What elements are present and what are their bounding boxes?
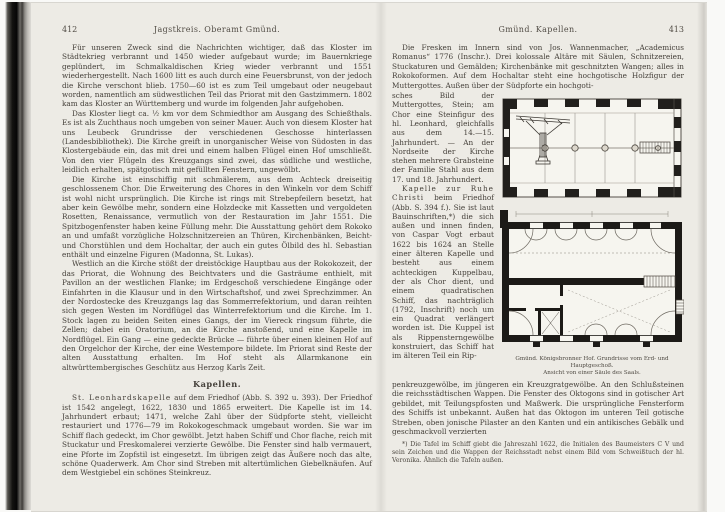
paragraph-ruhe-christi xyxy=(392,184,494,361)
leonhardskapelle-lead: St. Leonhardskapelle xyxy=(72,393,172,403)
figure-caption xyxy=(500,356,684,377)
right-wall-piers xyxy=(674,117,681,176)
fore-edge-shadow xyxy=(697,3,707,511)
paragraph-kloster-lage: Das Kloster liegt ca. ½ km vor dem Schmiedthor am Ausgang des Schießthals. Es ist als Zuchthaus noch umgeben von seiner Mauer. Auch von diesem Kloster hat uns Leubeck Grundrisse der verschiedenen Geschosse hinterlassen (Landesbibliothek). Die Kirche greift in unorganischer Weise von Südosten in das Klostergebäude ein, das mit drei und einem halben Flügel einen Hof umschließt. Von den vier Flügeln des Kreuzgangs sind zwei, das südliche und westliche, leidlich erhalten, spätgotisch mit gefüllten Fenstern, ungewölbt. xyxy=(62,108,372,175)
entrance-steps xyxy=(676,300,684,314)
left-wall xyxy=(503,99,510,197)
page-gutter-shadow xyxy=(375,3,387,511)
floor-plan-lower-figure xyxy=(500,208,684,354)
page-number-left: 412 xyxy=(62,25,78,34)
book-spine-edge xyxy=(5,2,31,510)
paragraph-hauptbau: Westlich an die Kirche stößt der dreistöckige Hauptbau aus der Rokokozeit, der das Priorat, die Wohnung des Beichtvaters und die Gasträume enthielt, mit Pavillon an der westlichen Flanke; im Erdgeschoß verschiedene Eingänge oder Einfahrten in die Klausur und in den Wirtschaftshof, und zwei Sprechzimmer. An der Nordostecke des Kreuzgangs lag das Sommerrefektorium, und daran reihten sich gegen Westen im Nordflügel das Winterrefektorium und die Kirche. Im 1. Stock lagen zu beiden Seiten eines Gangs, der im Viereck ringsum führte, die Zellen; dabei ein Oratorium, an die Kirche anstoßend, und eine Kapelle im Nordflügel. Ein Gang — eine gedeckte Brücke — führte über einen kleinen Hof auf den Orgelchor der Kirche, der eine Westempore bildete. Im Priorat sind Reste der alten Ausstattung erhalten. Im Hof steht als Allarmkanone ein altwürttembergisches Geschütz aus Herzog Karls Zeit. xyxy=(62,259,372,372)
paragraph-fresken: Die Fresken im Innern sind von Jos. Wannenmacher, „Academicus Romanus“ 1776 (Inschr.). Drei kolossale Altäre mit Säulen, Schnitzereien, Stuckaturen und Gemälden; Kirchenbänke mit geschnitzten Wangen; alles in Rokokoformen. Auf dem Hochaltar steht eine hochgotische Holzfigur der Muttergottes. Außen über der Südpforte ein hochgoti- xyxy=(392,43,684,90)
figure-column xyxy=(500,91,684,377)
paragraph-leonhardskapelle xyxy=(62,393,372,478)
floor-plan-upper-figure xyxy=(500,91,684,205)
running-title-right: Gmünd. Kapellen. xyxy=(498,25,578,34)
right-page xyxy=(392,25,684,471)
ruhe-christi-lead: Kapelle zur Ruhe Christi xyxy=(392,184,494,203)
middle-wall xyxy=(502,278,644,285)
stair-hatch-lower xyxy=(644,276,675,287)
left-page xyxy=(62,25,372,478)
running-header-right xyxy=(392,25,684,34)
paragraph-gewoelbe-continuation: penkreuzgewölbe, im jüngeren ein Kreuzgratgewölbe. An den Schlußsteinen die reichsstädtischen Wappen. Die Fenster des Oktogons sind in gotischer Art gebildet, mit Teilungspfosten und Maßwerk. Die ursprüngliche Fensterform des Schiffs ist unbekannt. Außen hat das Oktogon im unteren Teil gotische Streben, oben jonische Pilaster an den Kanten und ein antikisches Gebälk und geschmackvoll verzierten xyxy=(392,380,684,437)
running-title-left: Jagstkreis. Oberamt Gmünd. xyxy=(153,25,281,34)
ruhe-christi-text: beim Friedhof (Abb. S. 394 f.). Sie ist laut Bauinschriften,*) die sich außen und innen finden, von Caspar Vogt erbaut 1622 bis 1624 an Stelle einer älteren Kapelle und besteht aus einem achteckigen Kuppelbau, der als Chor dient, und einem quadratischen Schiff, das nachträglich (1792, Inschrift) noch um ein Quadrat verlängert worden ist. Die Kuppel ist als Rippensterngewölbe konstruiert, das Schiff hat im älteren Teil ein Rip- xyxy=(392,193,494,361)
dimension-line xyxy=(516,211,668,217)
side-text-column xyxy=(392,91,494,377)
figure-caption-line2: Ansicht von einer Säule des Saals. xyxy=(543,370,641,377)
figure-caption-line1: Gmünd. Königsbronner Hof. Grundrisse vom Erd- und Hauptgeschoß. xyxy=(515,356,669,370)
page-number-right: 413 xyxy=(668,25,684,34)
book-spread xyxy=(31,2,707,512)
paragraph-kloster-history: Für unseren Zweck sind die Nachrichten wichtiger, daß das Kloster im Städtekrieg verbrannt und 1450 wieder aufgebaut wurde; im Bauernkriege geplündert, im Schmalkaldischen Krieg wieder verbrannt und 1551 wiederhergestellt. Nach 1600 litt es auch durch eine Feuersbrunst, von der jedoch die Kirche verschont blieb. 1750—60 ist es zum Teil umgebaut oder neugebaut worden, namentlich am südwestlichen Teil das Priorat mit den Gastzimmern. 1802 kam das Kloster an Württemberg und wurde im folgenden Jahr aufgehoben. xyxy=(62,43,372,109)
text-figure-columns xyxy=(392,91,684,377)
paragraph-suedpforte: sches Bild der Muttergottes, Stein; am Chor eine Steinfigur des hl. Leonhard, gleichfalls aus dem 14.—15. Jahrhundert. — An der Nordseite der Kirche stehen mehrere Grabsteine der Familie Stahl aus dem 17. und 18. Jahrhundert. xyxy=(392,91,494,184)
paragraph-kirche: Die Kirche ist einschiffig mit schmälerem, aus dem Achteck dreiseitig geschlossenem Chor. Die Erweiterung des Chores in den Winkeln vor dem Schiff ist wohl nicht ursprünglich. Die Kirche ist rings mit Strebepfeilern besetzt, hat aber kein Gewölbe mehr, sondern eine Holzdecke mit Kassetten und vergoldeten Rosetten, Renaissance, vermutlich von der Restauration im Jahr 1551. Die Spitzbogenfenster haben keine Füllung mehr. Die Ausstattung gehört dem Rokoko an und umfaßt vorzügliche Holzschnitzereien an Thüren, Kirchenbänken, Beicht- und Chorstühlen und dem Hochaltar, der auch ein gutes Ölbild des hl. Sebastian enthält und einzelne Figuren (Madonna, St. Lukas). xyxy=(62,174,372,259)
leonhardskapelle-text: auf dem Friedhof (Abb. S. 392 u. 393). Der Friedhof ist 1542 angelegt, 1622, 1830 und 1865 erweitert. Die Kapelle ist im 14. Jahrhundert erbaut; 1471, welche Zahl über der Südpforte steht, vielleicht restauriert und 1776—79 im Rokokogeschmack umgebaut worden. Sie war im Schiff flach gedeckt, im Chor gewölbt. Jetzt haben Schiff und Chor flache, reich mit Stuckatur und Freskomalerei verzierte Gewölbe. Die Fenster sind halb vermauert, eine Pforte im Zopfstil ist eingesetzt. Im übrigen zeigt das Äußere noch das alte, schöne Quaderwerk. Am Chor sind Streben mit altertümlichen Giebelknäufen. Auf dem Westgiebel ein schönes Steinkreuz. xyxy=(62,393,372,478)
section-heading-kapellen: Kapellen. xyxy=(192,379,242,390)
footnote-bauinschrift: *) Die Tafel im Schiff giebt die Jahreszahl 1622, die Initialen des Baumeisters C V und sein Zeichen und die Wappen der Reichsstadt nebst einem Bild vom Schweißtuch der hl. Veronika. Ähnlich die Tafeln außen. xyxy=(392,441,684,465)
running-header-left xyxy=(62,25,372,34)
